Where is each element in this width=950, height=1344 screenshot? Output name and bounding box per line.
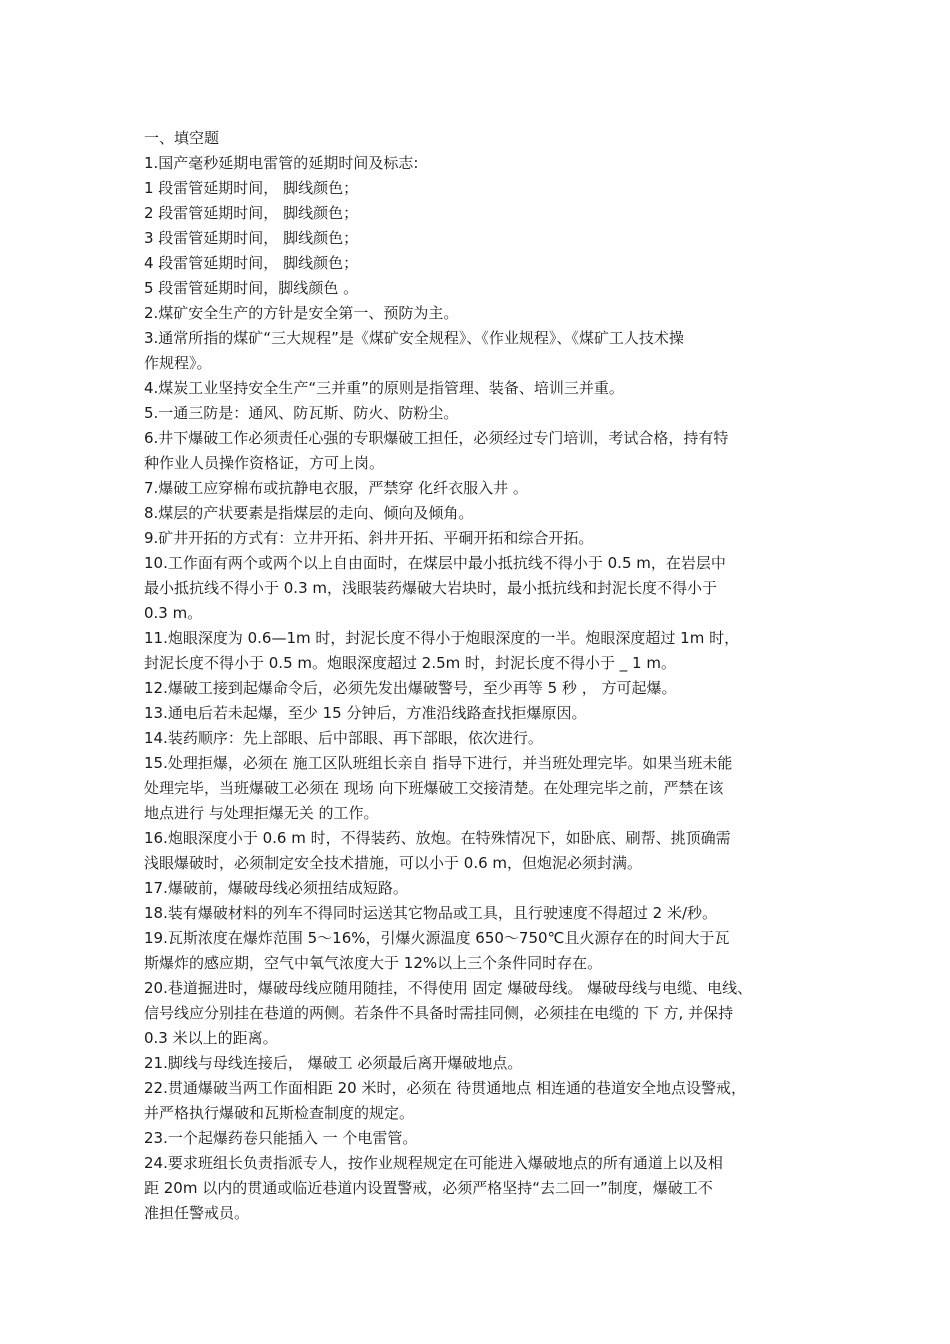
question-line: 斯爆炸的感应期，空气中氧气浓度大于 12%以上三个条件同时存在。 — [144, 954, 603, 972]
question-item — [144, 901, 810, 926]
question-line: 4.煤炭工业坚持安全生产“三并重”的原则是指管理、装备、培训三并重。 — [144, 379, 624, 397]
question-list — [144, 151, 810, 1226]
question-line: 11.炮眼深度为 0.6—1m 时，封泥长度不得小于炮眼深度的一半。炮眼深度超过 1m 时， — [144, 629, 740, 647]
question-line: 信号线应分别挂在巷道的两侧。若条件不具备时需挂同侧，必须挂在电缆的 下 方, 并保持 — [144, 1004, 734, 1022]
question-item — [144, 551, 810, 626]
question-item — [144, 976, 810, 1051]
question-line: 距 20m 以内的贯通或临近巷道内设置警戒，必须严格坚持“去二回一”制度，爆破工不 — [144, 1179, 713, 1197]
question-item — [144, 1151, 810, 1226]
question-line: 9.矿井开拓的方式有：立井开拓、斜井开拓、平硐开拓和综合开拓。 — [144, 529, 594, 547]
question-item — [144, 751, 810, 826]
question-line: 20.巷道掘进时，爆破母线应随用随挂，不得使用 固定 爆破母线。 爆破母线与电缆、电线、 — [144, 979, 753, 997]
question-line: 22.贯通爆破当两工作面相距 20 米时，必须在 待贯通地点 相连通的巷道安全地点设警戒， — [144, 1079, 747, 1097]
question-line: 6.井下爆破工作必须责任心强的专职爆破工担任，必须经过专门培训，考试合格，持有特 — [144, 429, 729, 447]
question-item — [144, 301, 810, 326]
question-line: 0.3 m。 — [144, 604, 203, 622]
question-item — [144, 926, 810, 976]
question-line: 并严格执行爆破和瓦斯检查制度的规定。 — [144, 1104, 415, 1122]
question-line: 21.脚线与母线连接后， 爆破工 必须最后离开爆破地点。 — [144, 1054, 523, 1072]
question-line: 处理完毕，当班爆破工必须在 现场 向下班爆破工交接清楚。在处理完毕之前，严禁在该 — [144, 779, 724, 797]
question-line: 最小抵抗线不得小于 0.3 m，浅眼装药爆破大岩块时，最小抵抗线和封泥长度不得小于 — [144, 579, 718, 597]
question-item — [144, 1076, 810, 1126]
section-heading: 一、填空题 — [144, 129, 220, 147]
question-item — [144, 1126, 810, 1151]
question-line: 7.爆破工应穿棉布或抗静电衣服，严禁穿 化纤衣服入井 。 — [144, 479, 528, 497]
question-item — [144, 826, 810, 876]
question-item — [144, 676, 810, 701]
question-line: 4 段雷管延期时间， 脚线颜色； — [144, 254, 359, 272]
question-line: 封泥长度不得小于 0.5 m。炮眼深度超过 2.5m 时，封泥长度不得小于 _ 1 m。 — [144, 654, 676, 672]
question-line: 17.爆破前，爆破母线必须扭结成短路。 — [144, 879, 408, 897]
question-line: 准担任警戒员。 — [144, 1204, 250, 1222]
question-item — [144, 476, 810, 501]
document-body — [144, 126, 810, 1226]
question-line: 8.煤层的产状要素是指煤层的走向、倾向及倾角。 — [144, 504, 474, 522]
question-line: 1 段雷管延期时间， 脚线颜色； — [144, 179, 359, 197]
question-item — [144, 251, 810, 276]
question-line: 5 段雷管延期时间，脚线颜色 。 — [144, 279, 359, 297]
question-line: 5.一通三防是：通风、防瓦斯、防火、防粉尘。 — [144, 404, 459, 422]
question-item — [144, 726, 810, 751]
question-item — [144, 1051, 810, 1076]
question-line: 13.通电后若未起爆，至少 15 分钟后，方准沿线路查找拒爆原因。 — [144, 704, 587, 722]
question-item — [144, 326, 810, 376]
question-line: 种作业人员操作资格证，方可上岗。 — [144, 454, 385, 472]
question-line: 2.煤矿安全生产的方针是安全第一、预防为主。 — [144, 304, 459, 322]
question-item — [144, 226, 810, 251]
question-item — [144, 501, 810, 526]
question-line: 18.装有爆破材料的列车不得同时运送其它物品或工具，且行驶速度不得超过 2 米/秒。 — [144, 904, 717, 922]
question-item — [144, 151, 810, 176]
question-item — [144, 376, 810, 401]
question-item — [144, 526, 810, 551]
question-line: 1.国产毫秒延期电雷管的延期时间及标志: — [144, 154, 419, 172]
question-line: 14.装药顺序：先上部眼、后中部眼、再下部眼，依次进行。 — [144, 729, 543, 747]
question-line: 24.要求班组长负责指派专人，按作业规程规定在可能进入爆破地点的所有通道上以及相 — [144, 1154, 723, 1172]
question-line: 作规程》。 — [144, 354, 212, 372]
question-line: 10.工作面有两个或两个以上自由面时，在煤层中最小抵抗线不得小于 0.5 m，在岩层中 — [144, 554, 726, 572]
question-item — [144, 276, 810, 301]
question-line: 3 段雷管延期时间， 脚线颜色； — [144, 229, 359, 247]
question-line: 2 段雷管延期时间， 脚线颜色； — [144, 204, 359, 222]
question-item — [144, 626, 810, 676]
question-line: 16.炮眼深度小于 0.6 m 时，不得装药、放炮。在特殊情况下，如卧底、刷帮、挑顶确需 — [144, 829, 731, 847]
question-item — [144, 201, 810, 226]
question-line: 地点进行 与处理拒爆无关 的工作。 — [144, 804, 379, 822]
question-line: 浅眼爆破时，必须制定安全技术措施，可以小于 0.6 m，但炮泥必须封满。 — [144, 854, 643, 872]
question-line: 0.3 米以上的距离。 — [144, 1029, 278, 1047]
question-item — [144, 876, 810, 901]
question-line: 23.一个起爆药卷只能插入 一 个电雷管。 — [144, 1129, 418, 1147]
question-item — [144, 426, 810, 476]
question-item — [144, 176, 810, 201]
question-line: 3.通常所指的煤矿“三大规程”是《煤矿安全规程》、《作业规程》、《煤矿工人技术操 — [144, 329, 684, 347]
question-item — [144, 701, 810, 726]
question-line: 19.瓦斯浓度在爆炸范围 5～16%，引爆火源温度 650～750℃且火源存在的时间大于瓦 — [144, 929, 730, 947]
question-item — [144, 401, 810, 426]
question-line: 15.处理拒爆，必须在 施工区队班组长亲自 指导下进行，并当班处理完毕。如果当班未能 — [144, 754, 733, 772]
question-line: 12.爆破工接到起爆命令后，必须先发出爆破警号，至少再等 5 秒 ， 方可起爆。 — [144, 679, 677, 697]
